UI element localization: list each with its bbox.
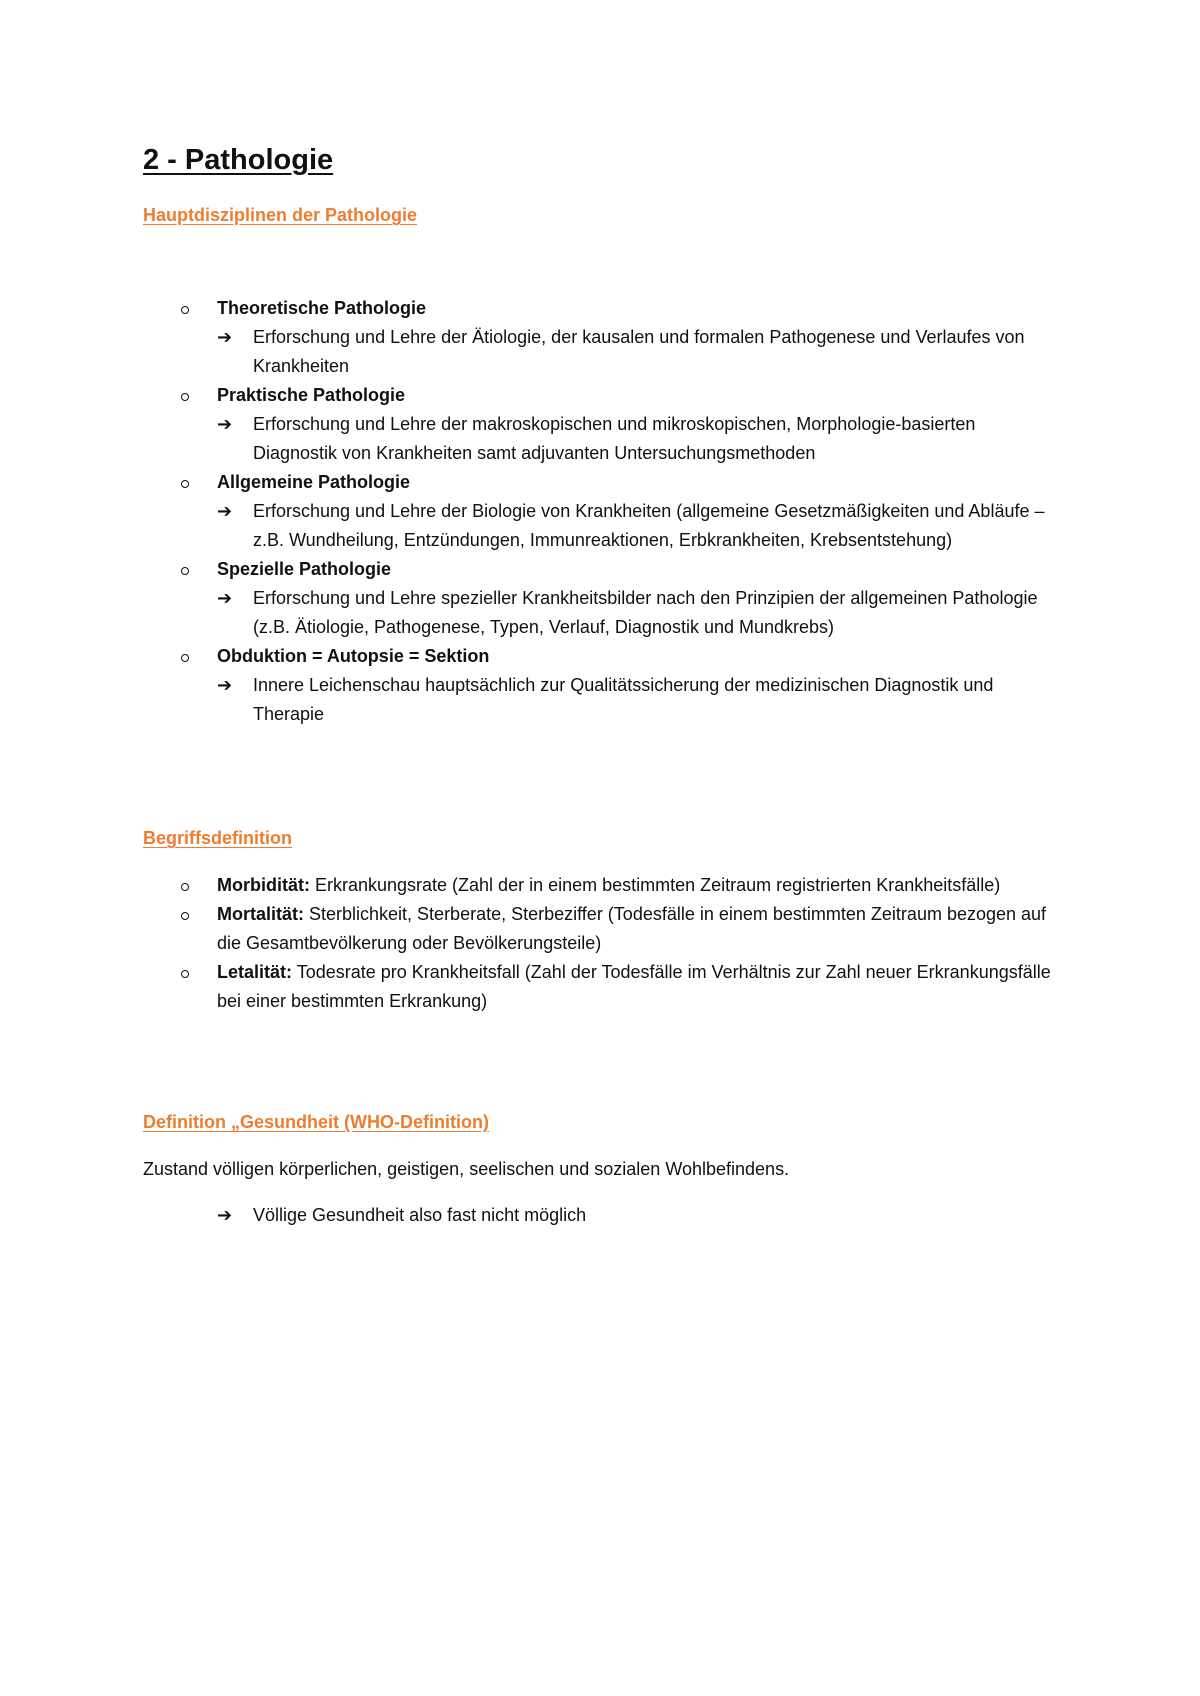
- health-paragraph: Zustand völligen körperlichen, geistigen, seelischen und sozialen Wohlbefindens.: [143, 1159, 790, 1179]
- circle-bullet-icon: [181, 912, 189, 920]
- list-item: [0, 468, 1060, 497]
- list-item: [0, 642, 1060, 671]
- arrow-right-icon: ➔: [217, 1205, 233, 1225]
- list-item-detail: [0, 323, 1060, 381]
- circle-bullet-icon: [181, 654, 189, 662]
- definitions-heading: Begriffsdefinition: [143, 828, 292, 848]
- item-label: Theoretische Pathologie: [217, 298, 427, 318]
- disciplines-heading: Hauptdisziplinen der Pathologie: [143, 205, 418, 225]
- circle-bullet-icon: [181, 393, 189, 401]
- list-item: [0, 871, 1060, 900]
- list-item: [0, 381, 1060, 410]
- list-item: [0, 958, 1060, 1016]
- circle-bullet-icon: [181, 567, 189, 575]
- detail-text: Erforschung und Lehre spezieller Krankheitsbilder nach den Prinzipien der allgemeinen Pathologie (z.B. Ätiologie, Pathogenese, Typen, Verlauf, Diagnostik und Mundkrebs): [253, 588, 1038, 637]
- circle-bullet-icon: [181, 306, 189, 314]
- list-item: [0, 294, 1060, 323]
- arrow-right-icon: ➔: [217, 588, 233, 608]
- list-item-detail: [0, 671, 1060, 729]
- item-label: Obduktion = Autopsie = Sektion: [217, 646, 490, 666]
- arrow-right-icon: ➔: [217, 327, 233, 347]
- detail-text: Erforschung und Lehre der Ätiologie, der kausalen und formalen Pathogenese und Verlaufes von Krankheiten: [253, 327, 1025, 376]
- definitions-list: [0, 871, 1200, 1016]
- circle-bullet-icon: [181, 970, 189, 978]
- term-label: Morbidität:: [217, 875, 310, 895]
- term-text: Sterblichkeit, Sterberate, Sterbeziffer (Todesfälle in einem bestimmten Zeitraum bezogen auf die Gesamtbevölkerung oder Bevölkerungsteile): [217, 904, 1047, 953]
- circle-bullet-icon: [181, 883, 189, 891]
- term-label: Mortalität:: [217, 904, 304, 924]
- page-title: 2 - Pathologie: [143, 144, 334, 176]
- disciplines-list: [0, 294, 1200, 729]
- item-label: Allgemeine Pathologie: [217, 472, 411, 492]
- health-detail: [0, 1201, 1200, 1230]
- detail-text: Innere Leichenschau hauptsächlich zur Qualitätssicherung der medizinischen Diagnostik und Therapie: [253, 675, 994, 724]
- list-item-detail: [0, 410, 1060, 468]
- term-label: Letalität:: [217, 962, 293, 982]
- detail-text: Erforschung und Lehre der Biologie von Krankheiten (allgemeine Gesetzmäßigkeiten und Abläufe – z.B. Wundheilung, Entzündungen, Immunreaktionen, Erbkrankheiten, Krebsentstehung): [253, 501, 1045, 550]
- list-item: [0, 900, 1060, 958]
- list-item-detail: [0, 1201, 1060, 1230]
- arrow-right-icon: ➔: [217, 675, 233, 695]
- arrow-right-icon: ➔: [217, 501, 233, 521]
- term-text: Erkrankungsrate (Zahl der in einem bestimmten Zeitraum registrierten Krankheitsfälle): [309, 875, 1001, 895]
- list-item: [0, 555, 1060, 584]
- item-label: Praktische Pathologie: [217, 385, 406, 405]
- detail-text: Völlige Gesundheit also fast nicht möglich: [253, 1205, 587, 1225]
- arrow-right-icon: ➔: [217, 414, 233, 434]
- list-item-detail: [0, 497, 1060, 555]
- item-label: Spezielle Pathologie: [217, 559, 392, 579]
- term-text: Todesrate pro Krankheitsfall (Zahl der Todesfälle im Verhältnis zur Zahl neuer Erkrankungsfälle bei einer bestimmten Erkrankung): [217, 962, 1051, 1011]
- list-item-detail: [0, 584, 1060, 642]
- detail-text: Erforschung und Lehre der makroskopischen und mikroskopischen, Morphologie-basierten Diagnostik von Krankheiten samt adjuvanten Untersuchungsmethoden: [253, 414, 976, 463]
- health-heading: Definition „Gesundheit (WHO-Definition): [143, 1112, 489, 1132]
- circle-bullet-icon: [181, 480, 189, 488]
